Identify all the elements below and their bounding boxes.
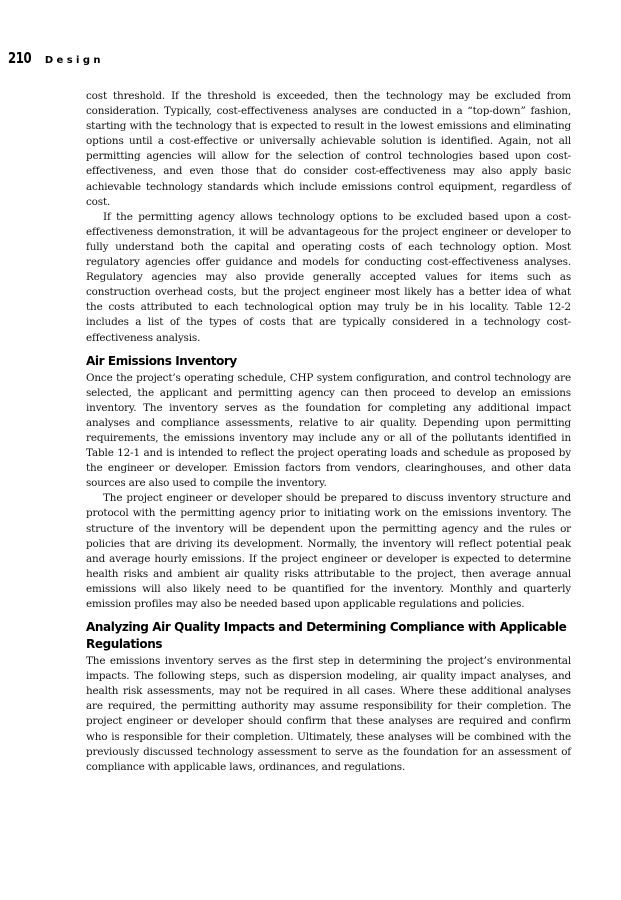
- section-title: Design: [44, 55, 104, 66]
- paragraph-impacts: The emissions inventory serves as the first step in determining the project’s environmental impacts. The following steps, such as dispersion modeling, air quality impact analyses, and health risk assessments, may not be required in all cases. Where these additional analyses are required, the permitting authority may assume responsibility for their completion. The project engineer or developer should confirm that these analyses are required and confirm who is responsible for their completion. Ultimately, these analyses will be combined with the previously discussed technology assessment to serve as the foundation for an assessment of compliance with applicable laws, ordinances, and regulations.: [86, 655, 571, 773]
- running-header: [8, 49, 104, 65]
- paragraph-cost-effectiveness: If the permitting agency allows technology options to be excluded based upon a cost-effectiveness demonstration, it will be advantageous for the project engineer or developer to fully understand both the capital and operating costs of each technology option. Most regulatory agencies offer guidance and models for conducting cost-effectiveness analyses. Regulatory agencies may also provide generally accepted values for items such as construction overhead costs, but the project engineer most likely has a better idea of what the costs attributed to each technological option may truly be in his locality. Table 12-2 includes a list of the types of costs that are typically considered in a technology cost-effectiveness analysis.: [86, 210, 571, 344]
- heading-air-emissions-inventory: Air Emissions Inventory: [86, 353, 237, 368]
- page-number: 210: [8, 49, 32, 67]
- body-text: [86, 89, 571, 775]
- heading-air-quality-impacts: Analyzing Air Quality Impacts and Determining Compliance with Applicable Regulations: [86, 620, 567, 652]
- paragraph-cost-threshold: cost threshold. If the threshold is exceeded, then the technology may be excluded from consideration. Typically, cost-effectiveness analyses are conducted in a “top-down” fashion, starting with the technology that is expected to result in the lowest emissions and eliminating options until a cost-effective or universally achievable solution is identified. Again, not all permitting agencies will allow for the selection of control technologies based upon cost-effectiveness, and even those that do consider cost-effectiveness may also apply basic achievable technology standards which include emissions control equipment, regardless of cost.: [86, 90, 571, 208]
- paragraph-inventory-structure: The project engineer or developer should be prepared to discuss inventory structure and protocol with the permitting agency prior to initiating work on the emissions inventory. The structure of the inventory will be dependent upon the permitting agency and the rules or policies that are driving its development. Normally, the inventory will reflect potential peak and average hourly emissions. If the project engineer or developer is expected to determine health risks and ambient air quality risks attributable to the project, then average annual emissions will also likely need to be quantified for the inventory. Monthly and quarterly emission profiles may also be needed based upon applicable regulations and policies.: [86, 492, 571, 610]
- paragraph-inventory-intro: Once the project’s operating schedule, CHP system configuration, and control technology are selected, the applicant and permitting agency can then proceed to develop an emissions inventory. The inventory serves as the foundation for completing any additional impact analyses and compliance assessments, relative to air quality. Depending upon permitting requirements, the emissions inventory may include any or all of the pollutants identified in Table 12-1 and is intended to reflect the project operating loads and schedule as proposed by the engineer or developer. Emission factors from vendors, clearinghouses, and other data sources are also used to compile the inventory.: [86, 371, 571, 490]
